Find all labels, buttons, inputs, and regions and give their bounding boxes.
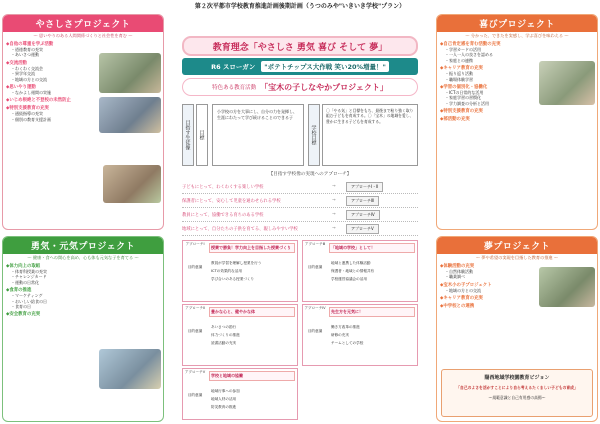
section-heading: ◆食育の推進 [6, 288, 32, 294]
approach-cell-label: アプローチⅣ [304, 306, 326, 310]
motto-banner [182, 36, 418, 56]
section-item: ・職業調べ [445, 274, 465, 280]
section-item: ・個別の教育支援計画 [11, 116, 51, 122]
photo-6 [539, 267, 595, 307]
section-heading: ◆体力向上の取組 [6, 264, 41, 269]
yume-title: 夢プロジェクト [437, 237, 597, 254]
feature-banner [182, 78, 418, 96]
section-item: ・通級指導の充実 [11, 111, 43, 117]
section-heading: ◆交流活動 [6, 60, 27, 66]
section-heading: ◆中学校との連携 [440, 304, 475, 310]
approach-cell-label: アプローチⅠ [185, 242, 205, 246]
section-heading: ◆キャリア教育の充実 [440, 296, 483, 302]
photo-5 [539, 61, 595, 105]
slogan-text: "ポテトチップス大作戦 笑い20%増量！" [261, 61, 389, 72]
photo-1 [99, 53, 161, 93]
page-title: 第２次平都市学校教育推進計画後期計画（うつのみや"いきいき学校"プラン） [194, 3, 406, 10]
approach-label: アプローチⅢ [346, 196, 379, 206]
ideal-text: 小学校の方を大事にし、自分の力を発揮し、生涯にわたって学び続けることのできる子 [212, 104, 304, 166]
approach-row [182, 208, 418, 222]
goal-box-label [196, 104, 208, 166]
approach-cell-item: 働き方改革の推進 [331, 325, 360, 329]
approach-row [182, 222, 418, 236]
photo-4 [99, 349, 161, 389]
yorokobi-panel [436, 14, 598, 230]
vision-sub: ～規範意識と自己有用感の高揚～ [488, 395, 546, 400]
approach-text: 保護者にとって、安心して児童を通わせられる学校 [182, 198, 281, 204]
arrow-icon: → [332, 212, 336, 217]
section-item: ・異学年交流 [11, 71, 35, 77]
approach-cell [302, 240, 418, 302]
yorokobi-title: 喜びプロジェクト [437, 15, 597, 32]
approach-cell-item: 読書活動の充実 [211, 341, 237, 345]
approach-grid [182, 240, 418, 422]
motto-text: 教育理念「やさしさ 勇気 喜び そして 夢」 [212, 42, 388, 53]
slogan-banner [182, 58, 418, 75]
approach-cell-head: 先生方を元気に！ [329, 307, 415, 317]
ideal-label-box [182, 104, 194, 166]
yuuki-panel [2, 236, 164, 422]
arrow-icon: → [332, 198, 336, 203]
yorokobi-subtitle: 〜 分かった、できたを実感し、学ぶ喜びを味わえる 〜 [465, 33, 569, 38]
section-item: ・地域の方との交流 [11, 76, 47, 82]
approach-text: 子どもにとって、わくわくする楽しい学校 [182, 184, 264, 190]
feature-text: 「宝木の子しなやかプロジェクト」 [260, 82, 388, 92]
section-item: ・チャレンジカード [11, 274, 47, 280]
section-heading: ◆安全教育の充実 [6, 312, 41, 318]
side-label-box [308, 104, 320, 166]
side-label: 学校目標 [310, 125, 317, 145]
slogan-tag: R6 スローガン [211, 63, 256, 71]
feature-label: 特色ある教育活動 [212, 85, 257, 91]
approach-cell-item: 地域と連携した体験活動 [331, 261, 371, 265]
section-heading: ◆特別支援教育の充実 [440, 109, 483, 115]
yasashisa-panel [2, 14, 164, 230]
arrow-icon: → [332, 184, 336, 189]
approach-cell-head: 学校と地域の協働 [209, 371, 295, 381]
approach-cell-item: 学び合いのある授業づくり [211, 277, 255, 281]
approach-row [182, 180, 418, 194]
approach-cell-item: あいさつの励行 [211, 325, 237, 329]
approach-cell-head: 豊かな心と、健やかな体 [209, 307, 295, 317]
photo-3 [103, 165, 161, 203]
approach-cell-item: 教員が学習を理解し授業を行う [211, 261, 262, 265]
approach-cell-head: 授業で勝負！学力向上を目指した授業づくり [209, 243, 295, 253]
goal-label: 目標 [198, 130, 205, 140]
yasashisa-subtitle: 〜 思いやりのある人間関係づくりと社会性を育む 〜 [33, 33, 133, 38]
section-item: ・体育科授業の充実 [11, 269, 47, 274]
yuuki-title: 勇気・元気プロジェクト [3, 237, 163, 254]
section-item: ・家庭との連携 [445, 57, 473, 63]
approach-cell-item: ICTの効果的な活用 [211, 269, 242, 273]
vision-title: 陽西地域学校園教育ビジョン [484, 375, 550, 381]
section-item: ・一人一人の良さを認める [445, 52, 493, 58]
vision-text: 「自己のよさを活かすことにより自ら考えるたくましい子どもの育成」 [456, 385, 578, 390]
approach-list [182, 180, 418, 236]
arrow-icon: → [332, 226, 336, 231]
approach-cell-item: 体力づくりの推進 [211, 333, 240, 337]
section-item: ・運動の日常化 [11, 279, 39, 285]
section-heading: ◆自他の尊重を学ぶ活動 [6, 42, 54, 47]
section-item: ・学力調査の分析と活用 [445, 100, 489, 106]
photo-2 [99, 97, 161, 133]
approach-cell-item: 地域人材の活用 [211, 397, 237, 401]
approach-cell-sub: 目的意識 [307, 265, 323, 269]
approach-cell-sub: 目的意識 [187, 393, 203, 397]
section-heading: ◆いじめ根絶と不登校の未然防止 [6, 98, 71, 104]
vision-box [441, 369, 593, 417]
approach-cell-label: アプローチⅤ [184, 370, 206, 374]
approach-cell-item: 地域行事への参加 [211, 389, 240, 393]
section-item: ・振り返り活動 [445, 71, 473, 77]
approach-cell-sub: 目的意識 [187, 329, 203, 333]
section-item: ・なかよし週間の実施 [11, 90, 51, 96]
yume-panel [436, 236, 598, 422]
section-item: ・ICTの日常的な活用 [445, 90, 484, 96]
approach-text: 地域にとって、自分たちの子供を育てる、親しみやすい学校 [182, 226, 298, 232]
section-heading: ◆部活動の充実 [440, 117, 470, 123]
section-item: ・食育の日 [11, 304, 31, 310]
section-heading: ◆自己肯定感を育む活動の充実 [440, 42, 501, 47]
ideal-label: 目指す生徒像 [184, 120, 191, 150]
approach-cell-label: アプローチⅡ [185, 306, 205, 310]
side-text: 〇「やる気」と目標をもち、最後まで粘り強く取り組む子どもを育成する。〇「宝木」の地域を愛し、豊かに生きる子どもを育成する。 [322, 104, 418, 166]
approach-cell [302, 304, 418, 366]
approach-cell-item: 保護者・地域との情報共有 [331, 269, 375, 273]
section-item: ・道徳教育の充実 [11, 47, 43, 52]
section-item: ・おいしい給食の日 [11, 298, 47, 304]
section-item: ・あいさつ運動 [11, 52, 39, 58]
approach-cell [182, 368, 298, 420]
approach-label: アプローチⅣ [346, 210, 380, 220]
section-item: ・わくわく交流会 [11, 65, 43, 71]
approach-cell-item: 防災教育の推進 [211, 405, 237, 409]
approach-cell-sub: 目的意識 [187, 265, 203, 269]
yuuki-subtitle: 〜 健康・食への関心を高め、心も体も元気な子を育てる 〜 [27, 255, 139, 260]
yasashisa-title: やさしさプロジェクト [3, 15, 163, 32]
section-heading: ◆思いやり運動 [6, 85, 36, 91]
section-item: ・学習カードの活用 [445, 47, 481, 52]
approach-cell-label: アプローチⅢ [304, 242, 326, 246]
approach-cell-sub: 目的意識 [307, 329, 323, 333]
yuuki-sections [3, 263, 163, 317]
approach-row [182, 194, 418, 208]
section-item: ・職場体験学習 [445, 76, 473, 82]
approach-cell-item: チームとしての学校 [331, 341, 364, 345]
approach-label: アプローチⅠ・Ⅱ [346, 182, 383, 192]
approach-label: アプローチⅤ [346, 224, 379, 234]
approach-cell-item: 学校運営協議会の活用 [331, 277, 367, 281]
yume-subtitle: 〜 夢や希望の実現を目指した教育の推進 〜 [475, 255, 559, 260]
section-heading: ◆特別支援教育の充実 [6, 106, 49, 112]
approach-cell-head: 「地域の学校」として！ [329, 243, 415, 253]
approach-cell [182, 240, 298, 302]
section-item: ・地域の方との交流 [445, 287, 481, 293]
approach-cell [182, 304, 298, 366]
section-item: ・自然体験活動 [445, 269, 473, 274]
approach-text: 教員にとって、協働できる育ちのある学校 [182, 212, 264, 218]
approach-cell-item: 研修の充実 [331, 333, 349, 337]
section-item: ・家庭学習の習慣化 [445, 95, 481, 101]
approach-title: 【目指す学校像の実現へのアプローチ】 [268, 172, 352, 177]
section-heading: ◆体験活動の充実 [440, 264, 475, 269]
section-heading: ◆学習の個別化・協働化 [440, 85, 488, 91]
section-item: ・マーケティング [11, 293, 43, 299]
section-heading: ◆宝木小の子プロジェクト [440, 282, 492, 288]
section-heading: ◆キャリア教育の充実 [440, 66, 483, 72]
